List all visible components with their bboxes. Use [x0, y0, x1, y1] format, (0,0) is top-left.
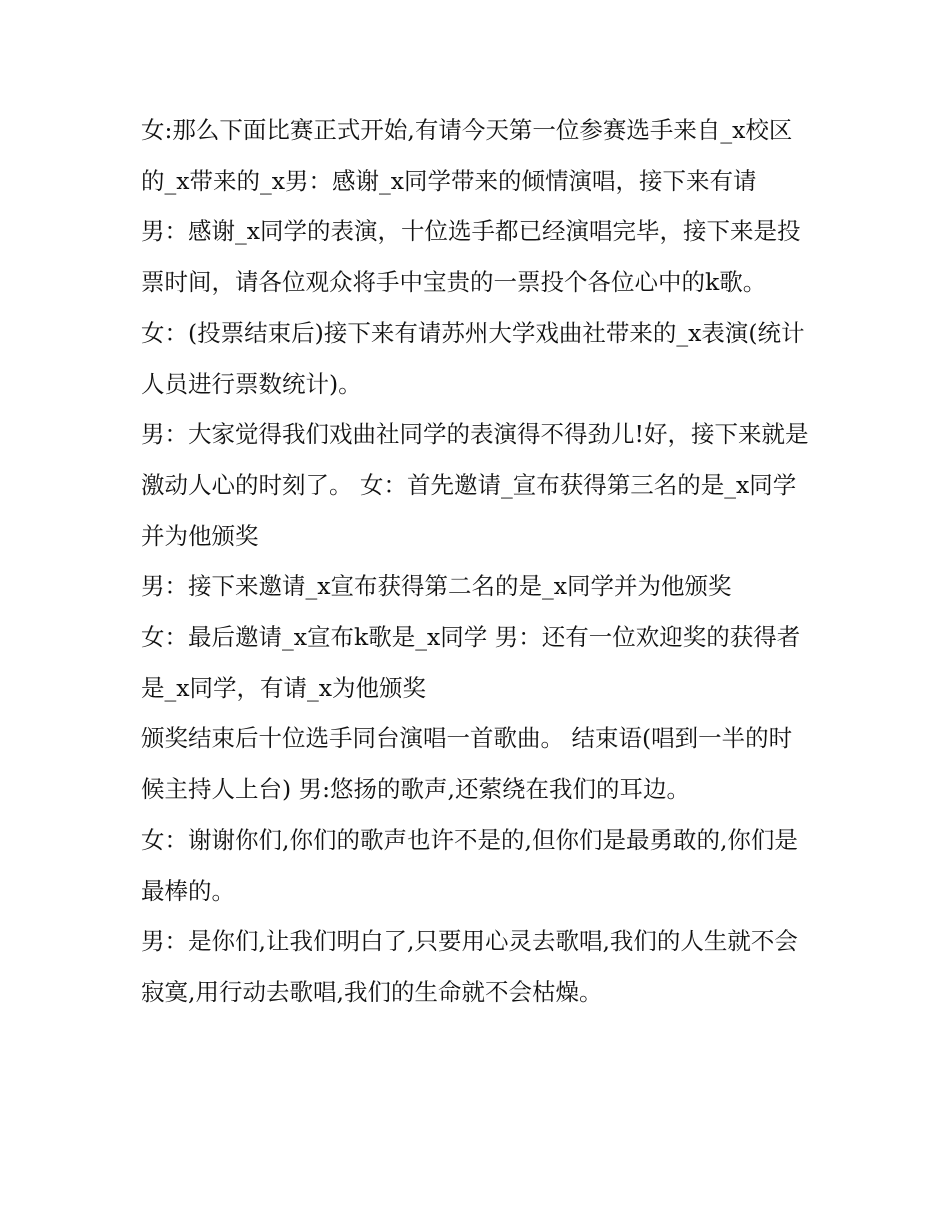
document-body	[141, 105, 811, 1018]
paragraph-3: 女：(投票结束后)接下来有请苏州大学戏曲社带来的_x表演(统计人员进行票数统计)。	[141, 318, 805, 398]
paragraph-4: 男：大家觉得我们戏曲社同学的表演得不得劲儿!好，接下来就是激动人心的时刻了。 女：首先邀请_宣布获得第三名的是_x同学并为他颁奖	[141, 420, 809, 550]
paragraph-5: 男：接下来邀请_x宣布获得第二名的是_x同学并为他颁奖	[141, 572, 732, 601]
paragraph-6: 女：最后邀请_x宣布k歌是_x同学 男：还有一位欢迎奖的获得者是_x同学，有请_x为他颁奖	[141, 623, 801, 702]
paragraph-2: 男：感谢_x同学的表演，十位选手都已经演唱完毕，接下来是投票时间，请各位观众将手中宝贵的一票投个各位心中的k歌。	[141, 217, 801, 297]
paragraph-7: 颁奖结束后十位选手同台演唱一首歌曲。 结束语(唱到一半的时候主持人上台) 男:悠扬的歌声,还萦绕在我们的耳边。	[141, 724, 793, 804]
paragraph-1: 女:那么下面比赛正式开始,有请今天第一位参赛选手来自_x校区的_x带来的_x男：感谢_x同学带来的倾情演唱，接下来有请	[141, 116, 793, 195]
paragraph-9: 男：是你们,让我们明白了,只要用心灵去歌唱,我们的人生就不会寂寞,用行动去歌唱,我们的生命就不会枯燥。	[141, 927, 798, 1006]
paragraph-8: 女：谢谢你们,你们的歌声也许不是的,但你们是最勇敢的,你们是最棒的。	[141, 825, 798, 905]
